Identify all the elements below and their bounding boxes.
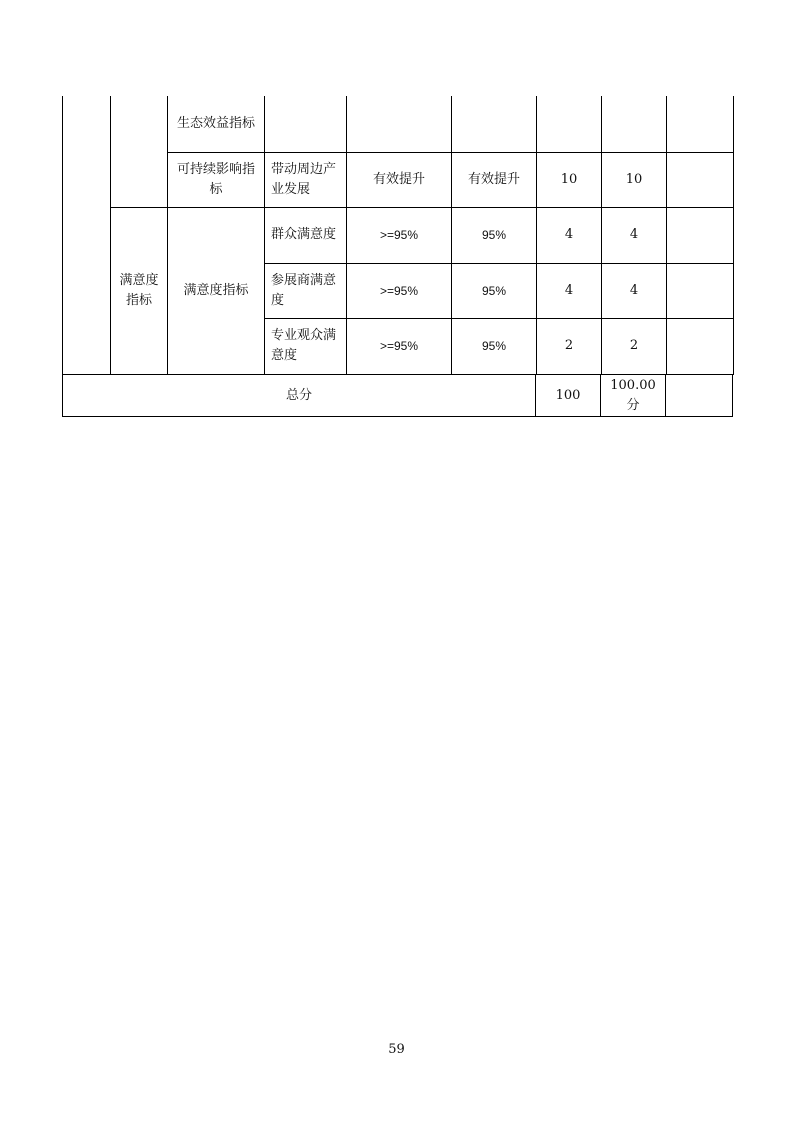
table-row bbox=[63, 96, 734, 152]
pro-actual-cell: 95% bbox=[452, 318, 537, 374]
table-row bbox=[63, 375, 733, 417]
public-weight-cell: 4 bbox=[537, 207, 602, 263]
total-score: 100.00分 bbox=[601, 375, 666, 417]
level1-cell bbox=[63, 96, 111, 374]
table-row bbox=[63, 207, 734, 263]
eco-indicator-cell bbox=[265, 96, 347, 152]
total-note bbox=[666, 375, 733, 417]
pro-target-cell: >=95% bbox=[347, 318, 452, 374]
eco-subcategory-cell: 生态效益指标 bbox=[168, 96, 265, 152]
exhibitor-note-cell bbox=[667, 263, 734, 318]
pro-indicator-cell: 专业观众满意度 bbox=[265, 318, 347, 374]
pro-note-cell bbox=[667, 318, 734, 374]
exhibitor-indicator-cell: 参展商满意度 bbox=[265, 263, 347, 318]
satisfaction-subcategory-cell: 满意度指标 bbox=[168, 207, 265, 374]
page-number: 59 bbox=[388, 1042, 405, 1057]
public-target-cell: >=95% bbox=[347, 207, 452, 263]
sustain-weight-cell: 10 bbox=[537, 152, 602, 207]
eco-target-cell bbox=[347, 96, 452, 152]
sustain-score-cell: 10 bbox=[602, 152, 667, 207]
exhibitor-score-cell: 4 bbox=[602, 263, 667, 318]
eco-actual-cell bbox=[452, 96, 537, 152]
public-indicator-cell: 群众满意度 bbox=[265, 207, 347, 263]
pro-weight-cell: 2 bbox=[537, 318, 602, 374]
sustain-indicator-cell: 带动周边产业发展 bbox=[265, 152, 347, 207]
exhibitor-weight-cell: 4 bbox=[537, 263, 602, 318]
sustain-note-cell bbox=[667, 152, 734, 207]
public-actual-cell: 95% bbox=[452, 207, 537, 263]
exhibitor-actual-cell: 95% bbox=[452, 263, 537, 318]
satisfaction-category-cell: 满意度指标 bbox=[111, 207, 168, 374]
performance-table bbox=[62, 96, 734, 375]
public-score-cell: 4 bbox=[602, 207, 667, 263]
total-table bbox=[62, 374, 733, 417]
sustain-actual-cell: 有效提升 bbox=[452, 152, 537, 207]
public-note-cell bbox=[667, 207, 734, 263]
pro-score-cell: 2 bbox=[602, 318, 667, 374]
total-label: 总分 bbox=[63, 375, 536, 417]
eco-note-cell bbox=[667, 96, 734, 152]
exhibitor-target-cell: >=95% bbox=[347, 263, 452, 318]
sustain-target-cell: 有效提升 bbox=[347, 152, 452, 207]
eco-weight-cell bbox=[537, 96, 602, 152]
sustain-subcategory-cell: 可持续影响指标 bbox=[168, 152, 265, 207]
level2-cell bbox=[111, 96, 168, 207]
eco-score-cell bbox=[602, 96, 667, 152]
total-weight: 100 bbox=[536, 375, 601, 417]
